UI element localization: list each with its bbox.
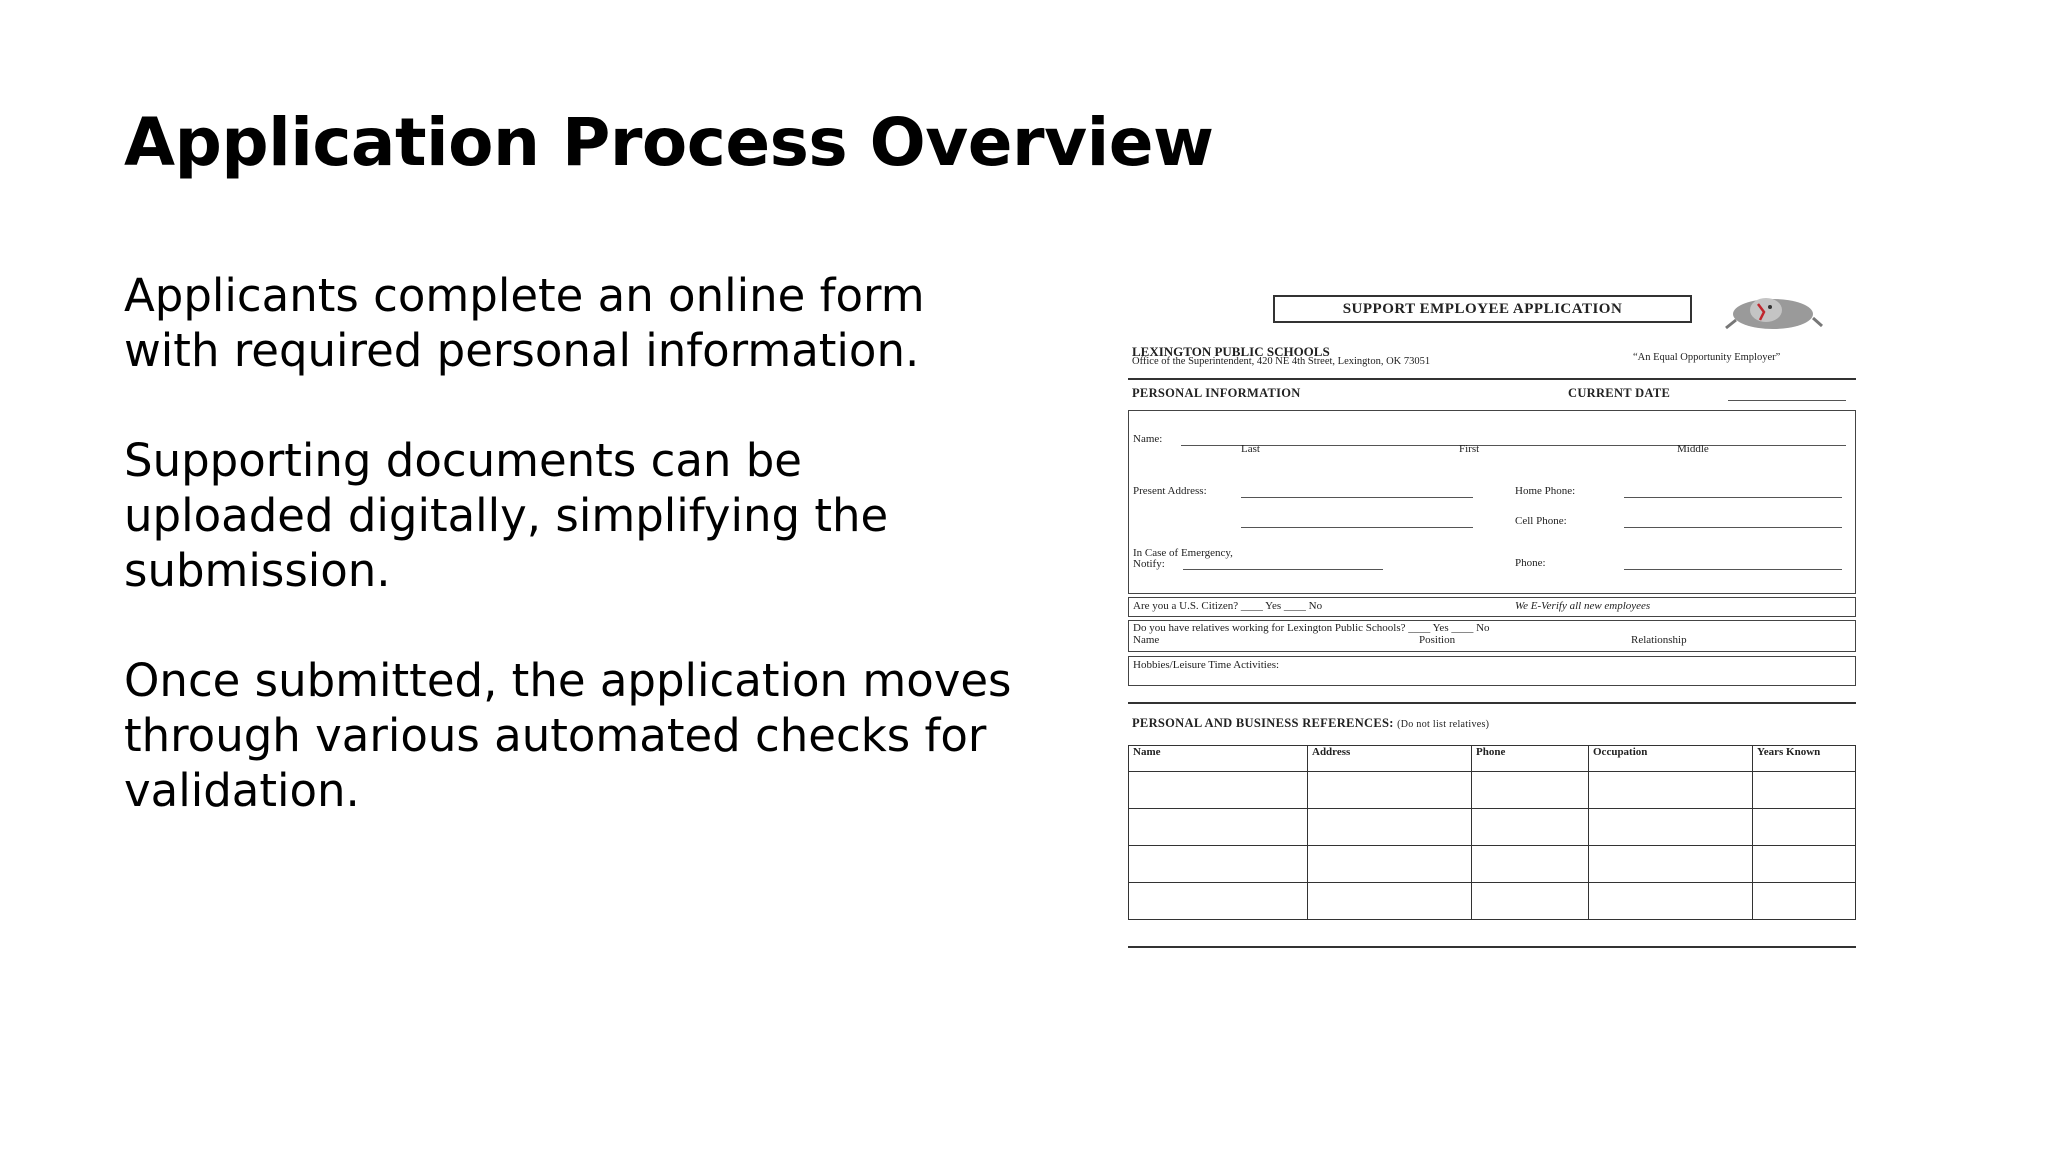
home-phone-label: Home Phone: xyxy=(1515,485,1576,497)
slide-body xyxy=(124,268,1024,873)
column-header: Occupation xyxy=(1589,746,1753,772)
bulldog-mascot-icon xyxy=(1718,292,1828,332)
citizen-box xyxy=(1128,597,1856,617)
slide-title: Application Process Overview xyxy=(124,104,1214,181)
first-label: First xyxy=(1459,443,1480,455)
equal-opportunity-text: “An Equal Opportunity Employer” xyxy=(1633,352,1781,363)
application-form-image xyxy=(1128,290,1862,960)
personal-info-heading: PERSONAL INFORMATION xyxy=(1132,386,1301,400)
table-row xyxy=(1129,809,1856,846)
references-note: (Do not list relatives) xyxy=(1397,719,1490,730)
divider xyxy=(1128,946,1856,948)
school-name: LEXINGTON PUBLIC SCHOOLS xyxy=(1132,344,1330,359)
hobbies-label: Hobbies/Leisure Time Activities: xyxy=(1133,659,1280,671)
references-table xyxy=(1128,745,1856,920)
divider xyxy=(1128,378,1856,380)
relative-relationship-label: Relationship xyxy=(1631,634,1687,646)
relatives-box xyxy=(1128,620,1856,652)
bullet-automated-checks: Once submitted, the application moves through various automated checks for validation. xyxy=(124,654,1012,817)
emergency-phone-label: Phone: xyxy=(1515,557,1546,569)
column-header: Address xyxy=(1308,746,1472,772)
notify-label: Notify: xyxy=(1133,558,1165,570)
everify-text: We E-Verify all new employees xyxy=(1515,600,1651,612)
present-address-label: Present Address: xyxy=(1133,485,1207,497)
form-title: SUPPORT EMPLOYEE APPLICATION xyxy=(1273,295,1692,323)
name-label: Name: xyxy=(1133,433,1163,445)
bullet-online-form: Applicants complete an online form with required personal information. xyxy=(124,269,925,377)
table-row xyxy=(1129,846,1856,883)
current-date-line xyxy=(1728,400,1846,401)
table-row xyxy=(1129,772,1856,809)
hobbies-box xyxy=(1128,656,1856,686)
column-header: Years Known xyxy=(1753,746,1856,772)
cell-phone-label: Cell Phone: xyxy=(1515,515,1567,527)
citizen-question: Are you a U.S. Citizen? ____ Yes ____ No xyxy=(1133,600,1323,612)
personal-info-box xyxy=(1128,410,1856,594)
current-date-label: CURRENT DATE xyxy=(1568,386,1671,400)
references-heading: PERSONAL AND BUSINESS REFERENCES: (Do not list relatives) xyxy=(1132,716,1490,730)
relative-name-label: Name xyxy=(1133,634,1160,646)
school-address: Office of the Superintendent, 420 NE 4th Street, Lexington, OK 73051 xyxy=(1132,356,1431,367)
references-header-row xyxy=(1129,746,1856,772)
table-row xyxy=(1129,883,1856,920)
column-header: Phone xyxy=(1472,746,1589,772)
middle-label: Middle xyxy=(1677,443,1709,455)
emergency-label: In Case of Emergency, xyxy=(1133,547,1233,559)
last-label: Last xyxy=(1241,443,1260,455)
relatives-question: Do you have relatives working for Lexington Public Schools? ____ Yes ____ No xyxy=(1133,622,1490,634)
column-header: Name xyxy=(1129,746,1308,772)
divider xyxy=(1128,702,1856,704)
relative-position-label: Position xyxy=(1419,634,1456,646)
bullet-documents-upload: Supporting documents can be uploaded digitally, simplifying the submission. xyxy=(124,434,889,597)
